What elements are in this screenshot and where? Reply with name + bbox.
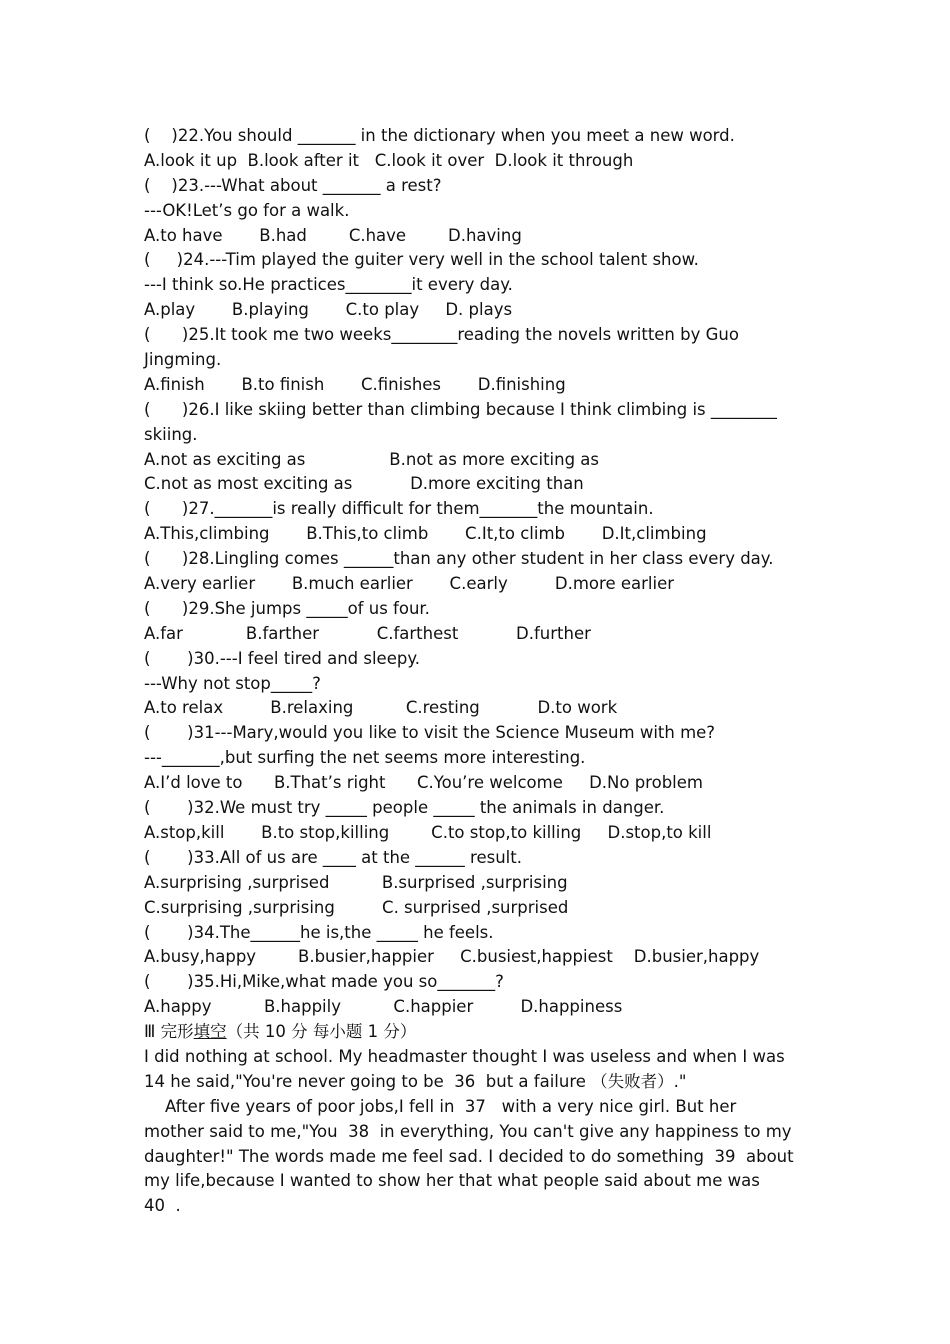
q26-options-cd: C.not as most exciting as D.more exciting than: [144, 474, 584, 494]
q26-options-ab: A.not as exciting as B.not as more exciting as: [144, 449, 600, 469]
q25-options: A.finish B.to finish C.finishes D.finishing: [144, 374, 566, 394]
section-title-suffix: （共 10 分 每小题 1 分）: [226, 1022, 417, 1042]
q28-question: ( )28.Lingling comes ______than any other student in her class every day.: [144, 549, 774, 569]
q30-dialogue: ---Why not stop_____?: [144, 673, 321, 693]
q23-options: A.to have B.had C.have D.having: [144, 225, 522, 245]
q35-options: A.happy B.happily C.happier D.happiness: [144, 997, 623, 1017]
q29-options: A.far B.farther C.farthest D.further: [144, 623, 591, 643]
q32-options: A.stop,kill B.to stop,killing C.to stop,to killing D.stop,to kill: [144, 822, 712, 842]
passage-line: 14 he said,"You're never going to be 36 but a failure （失败者）.": [144, 1071, 687, 1091]
q23-dialogue: ---OK!Let’s go for a walk.: [144, 200, 350, 220]
q33-question: ( )33.All of us are ____ at the ______ result.: [144, 847, 522, 867]
q25-question-cont: Jingming.: [144, 350, 222, 370]
q26-question-cont: skiing.: [144, 424, 198, 444]
q29-question: ( )29.She jumps _____of us four.: [144, 598, 430, 618]
q22-question: ( )22.You should _______ in the dictionary when you meet a new word.: [144, 126, 735, 145]
section-title-underlined: 填空: [193, 1022, 227, 1042]
passage-line: mother said to me,"You 38 in everything, You can't give any happiness to my: [144, 1121, 792, 1141]
q31-options: A.I’d love to B.That’s right C.You’re welcome D.No problem: [144, 773, 703, 793]
q30-options: A.to relax B.relaxing C.resting D.to work: [144, 698, 618, 718]
passage-line: I did nothing at school. My headmaster thought I was useless and when I was: [144, 1046, 785, 1066]
q22-options: A.look it up B.look after it C.look it over D.look it through: [144, 150, 634, 170]
q24-options: A.play B.playing C.to play D. plays: [144, 300, 513, 320]
q27-options: A.This,climbing B.This,to climb C.It,to climb D.It,climbing: [144, 524, 707, 544]
section-title-prefix: Ⅲ 完形: [144, 1022, 194, 1042]
q34-options: A.busy,happy B.busier,happier C.busiest,happiest D.busier,happy: [144, 947, 760, 967]
passage-line: After five years of poor jobs,I fell in 37 with a very nice girl. But her: [144, 1096, 737, 1116]
q25-question: ( )25.It took me two weeks________reading the novels written by Guo: [144, 325, 739, 345]
q33-options-ab: A.surprising ,surprised B.surprised ,surprising: [144, 872, 568, 892]
q32-question: ( )32.We must try _____ people _____ the animals in danger.: [144, 798, 665, 818]
exercise-content: [144, 124, 824, 1219]
q30-question: ( )30.---I feel tired and sleepy.: [144, 648, 420, 668]
q34-question: ( )34.The______he is,the _____ he feels.: [144, 922, 494, 942]
passage-line: 40 .: [144, 1196, 181, 1216]
q23-question: ( )23.---What about _______ a rest?: [144, 175, 442, 195]
q24-question: ( )24.---Tim played the guiter very well in the school talent show.: [144, 250, 699, 270]
q28-options: A.very earlier B.much earlier C.early D.more earlier: [144, 574, 674, 594]
passage-line: my life,because I wanted to show her that what people said about me was: [144, 1171, 760, 1191]
q35-question: ( )35.Hi,Mike,what made you so_______?: [144, 972, 504, 992]
q31-dialogue: ---_______,but surfing the net seems more interesting.: [144, 748, 586, 768]
q33-options-cd: C.surprising ,surprising C. surprised ,surprised: [144, 897, 569, 917]
q31-question: ( )31---Mary,would you like to visit the Science Museum with me?: [144, 723, 716, 743]
q26-question: ( )26.I like skiing better than climbing because I think climbing is ________: [144, 399, 777, 419]
q24-dialogue: ---I think so.He practices________it every day.: [144, 275, 513, 295]
q27-question: ( )27._______is really difficult for them_______the mountain.: [144, 499, 654, 519]
passage-line: daughter!" The words made me feel sad. I decided to do something 39 about: [144, 1146, 794, 1166]
cloze-section-title: [144, 1020, 824, 1045]
